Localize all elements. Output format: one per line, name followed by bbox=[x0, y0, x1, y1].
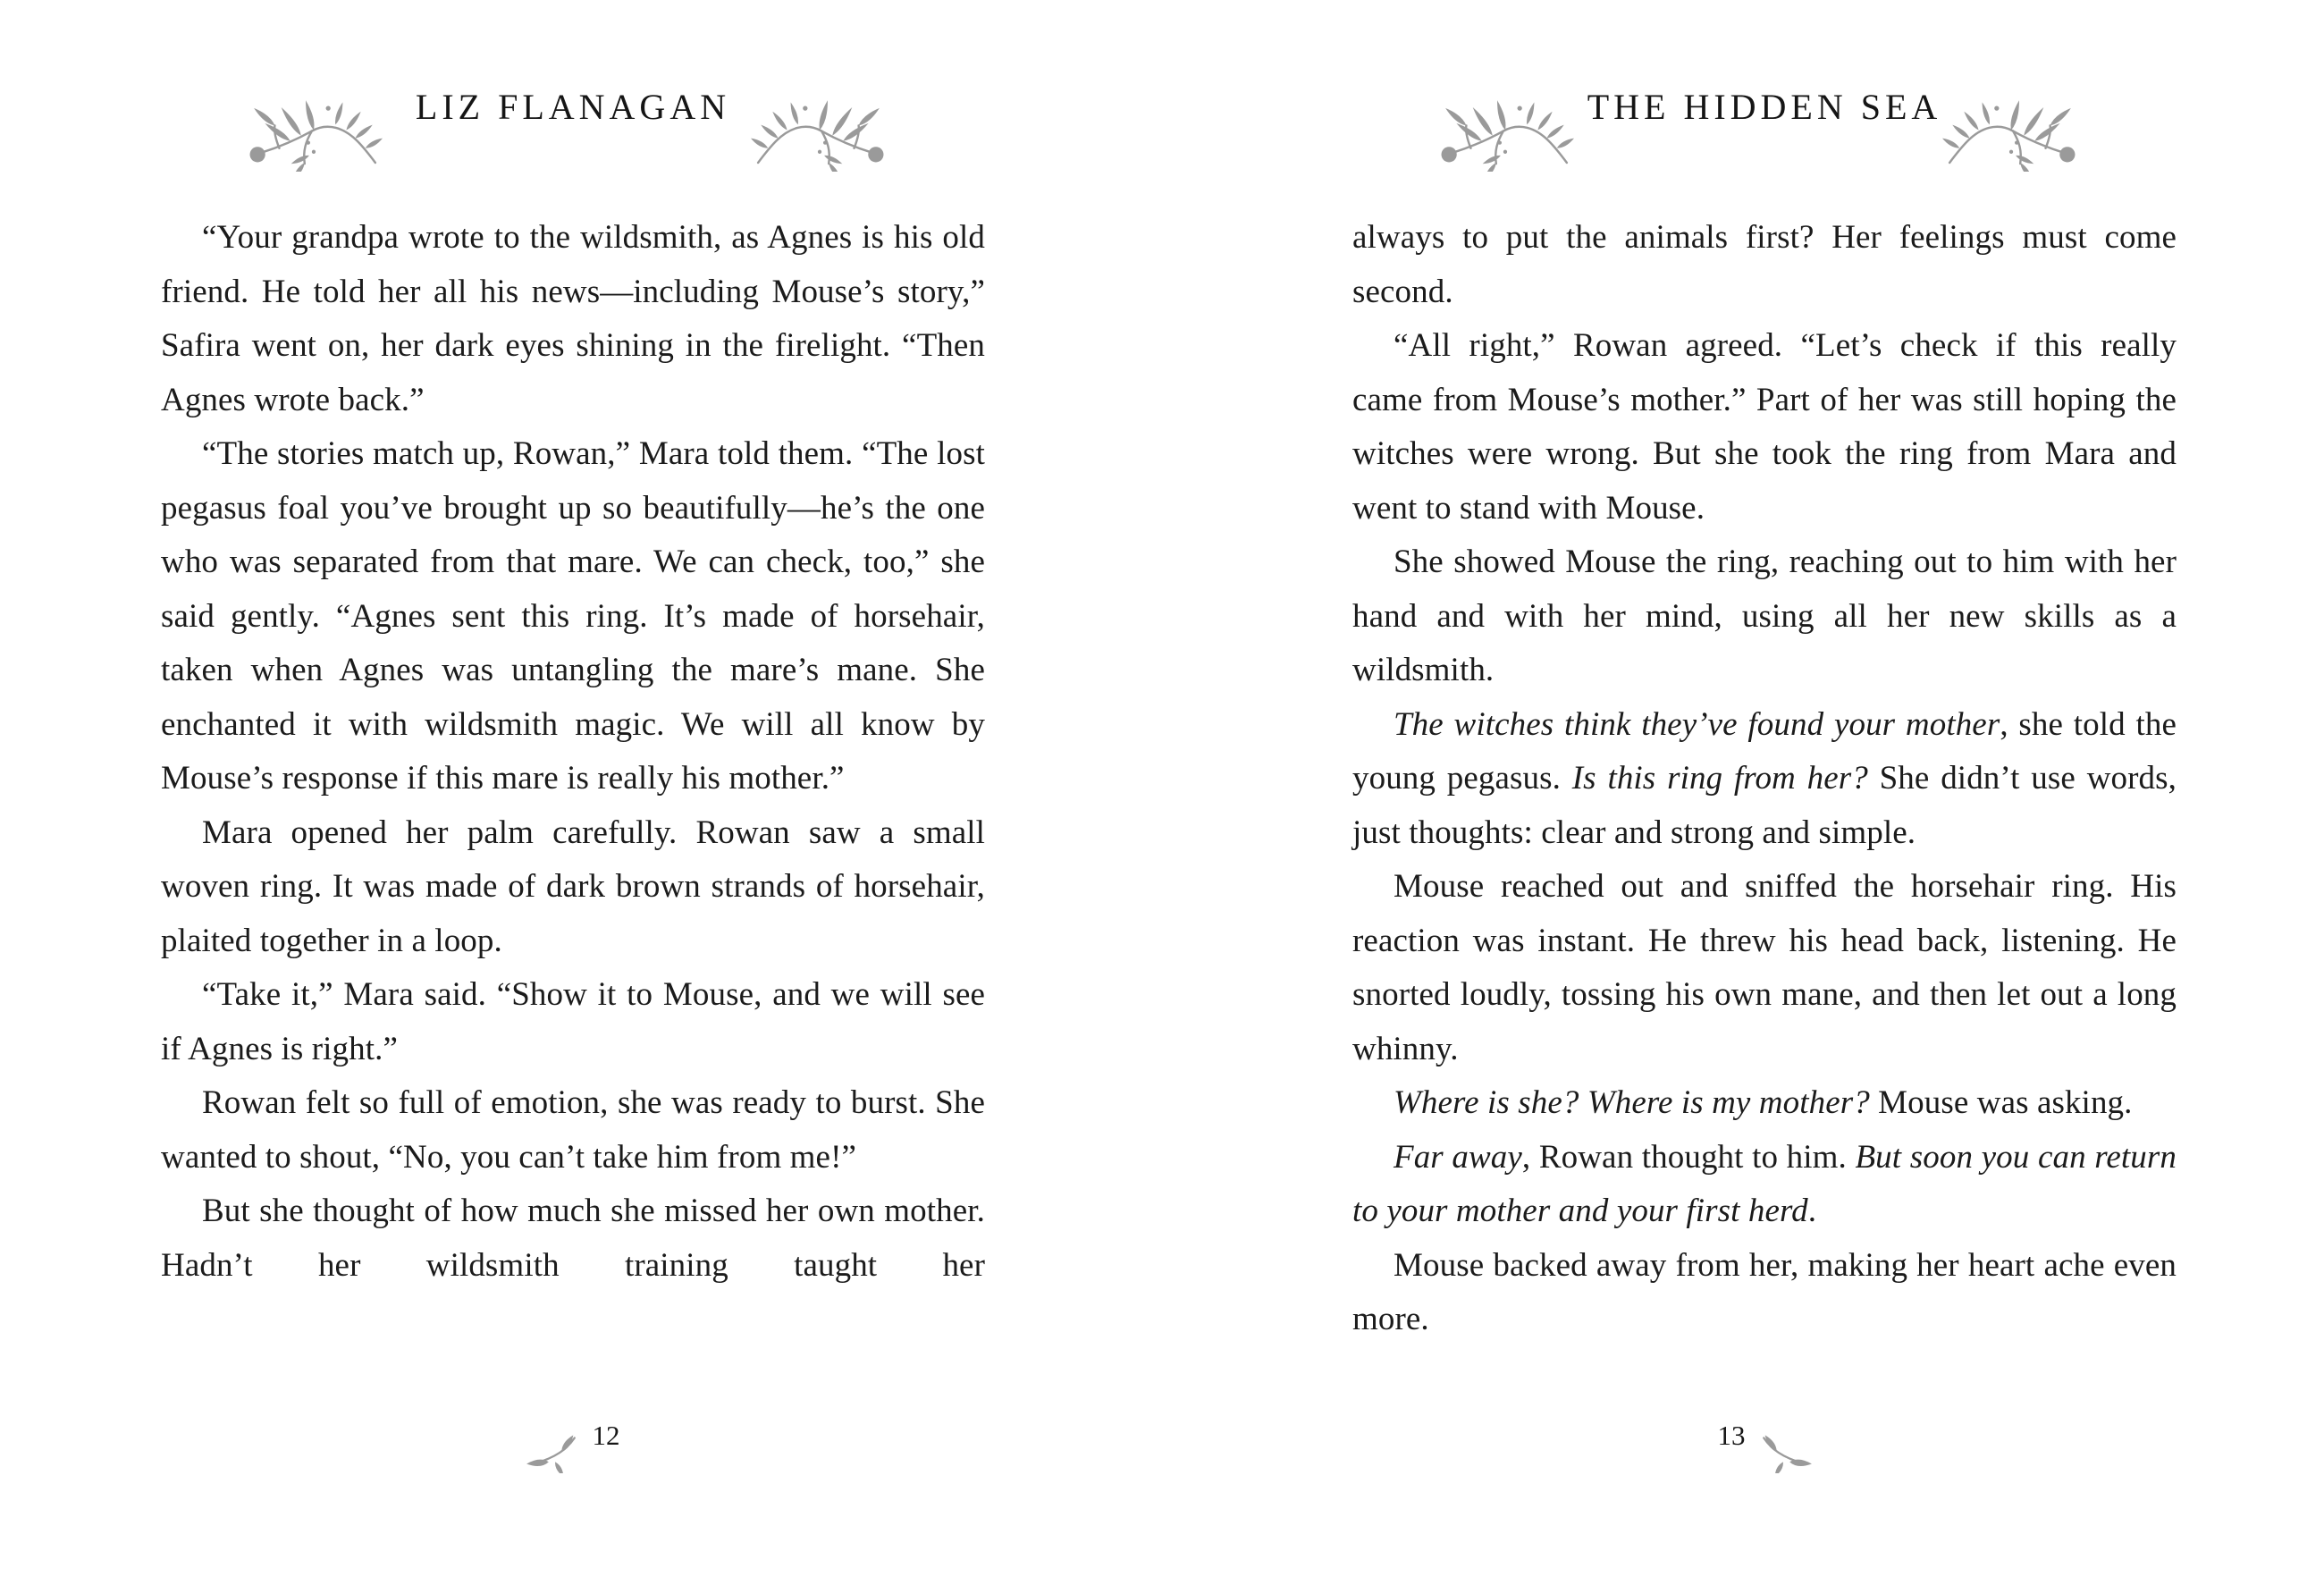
text-run: But she thought of how much she missed her own mother. Hadn’t her wildsmith training taught her bbox=[161, 1193, 985, 1284]
italic-text-run: The witches think they’ve found your mother bbox=[1394, 705, 2000, 743]
branch-flourish-icon bbox=[1941, 89, 2076, 172]
left-page bbox=[161, 0, 985, 1585]
paragraph bbox=[1352, 698, 2177, 861]
paragraph bbox=[161, 427, 985, 806]
text-run: “Your grandpa wrote to the wildsmith, as Agnes is his old friend. He told her all his news—including Mouse’s story,” Safira went on, her dark eyes shining in the firelight. “Then Agnes wrote back.” bbox=[161, 219, 985, 418]
leaf-sprig-icon bbox=[526, 1430, 582, 1473]
text-run: , she told the young pegasus. bbox=[1352, 705, 2177, 797]
paragraph bbox=[1352, 319, 2177, 535]
author-running-head: LIZ FLANAGAN bbox=[415, 87, 731, 127]
page-number: 12 bbox=[592, 1420, 620, 1451]
text-run: She didn’t use words, just thoughts: clear and strong and simple. bbox=[1352, 760, 2177, 851]
paragraph bbox=[1352, 1239, 2177, 1347]
italic-text-run: But soon you can return to your mother and your first herd bbox=[1352, 1138, 2177, 1229]
branch-flourish-icon bbox=[749, 89, 885, 172]
text-run: Mara opened her palm carefully. Rowan saw a small woven ring. It was made of dark brown strands of horsehair, plaited together in a loop. bbox=[161, 814, 985, 959]
paragraph bbox=[1352, 535, 2177, 698]
text-run: Mouse reached out and sniffed the horsehair ring. His reaction was instant. He threw his head back, listening. He snorted loudly, tossing his own mane, and then let out a long whinny. bbox=[1352, 868, 2177, 1067]
text-run: . bbox=[1807, 1193, 1817, 1229]
paragraph bbox=[161, 1185, 985, 1293]
text-run: , Rowan thought to him. bbox=[1521, 1138, 1856, 1176]
text-run: Mouse backed away from her, making her heart ache even more. bbox=[1352, 1246, 2177, 1337]
italic-text-run: Is this ring from her? bbox=[1571, 760, 1868, 797]
right-page-text bbox=[1352, 211, 2177, 1347]
text-run: “Take it,” Mara said. “Show it to Mouse, and we will see if Agnes is right.” bbox=[161, 976, 985, 1067]
paragraph bbox=[161, 211, 985, 427]
text-run: Rowan felt so full of emotion, she was ready to burst. She wanted to shout, “No, you can’t take him from me!” bbox=[161, 1084, 985, 1176]
leaf-sprig-icon bbox=[1756, 1430, 1812, 1473]
right-page bbox=[1352, 0, 2177, 1585]
text-run: “The stories match up, Rowan,” Mara told them. “The lost pegasus foal you’ve brought up so beautifully—he’s the one who was separated from that mare. We can check, too,” she said gently. “Agnes sent this ring. It’s made of horsehair, taken when Agnes was untangling the mare’s mane. She enchanted it with wildsmith magic. We will all know by Mouse’s response if this mare is really his mother.” bbox=[161, 435, 985, 797]
text-run: She showed Mouse the ring, reaching out to him with her hand and with her mind, using all her new skills as a wildsmith. bbox=[1352, 544, 2177, 688]
left-page-text bbox=[161, 211, 985, 1293]
text-run: “All right,” Rowan agreed. “Let’s check if this really came from Mouse’s mother.” Part of her was still hoping the witches were wrong. But she took the ring from Mara and went to stand with Mouse. bbox=[1352, 327, 2177, 527]
paragraph bbox=[1352, 211, 2177, 319]
text-run: always to put the animals first? Her feelings must come second. bbox=[1352, 219, 2177, 310]
paragraph bbox=[161, 968, 985, 1076]
text-run: Mouse was asking. bbox=[1869, 1084, 2133, 1121]
paragraph bbox=[1352, 860, 2177, 1076]
italic-text-run: Far away bbox=[1394, 1138, 1522, 1176]
page-number: 13 bbox=[1717, 1420, 1746, 1451]
book-title-running-head: THE HIDDEN SEA bbox=[1587, 87, 1942, 127]
italic-text-run: Where is she? Where is my mother? bbox=[1394, 1084, 1870, 1121]
paragraph bbox=[1352, 1131, 2177, 1239]
paragraph bbox=[161, 806, 985, 969]
paragraph bbox=[161, 1076, 985, 1185]
paragraph bbox=[1352, 1076, 2177, 1131]
right-page-footer bbox=[1352, 1420, 2177, 1473]
left-page-footer bbox=[161, 1420, 985, 1473]
